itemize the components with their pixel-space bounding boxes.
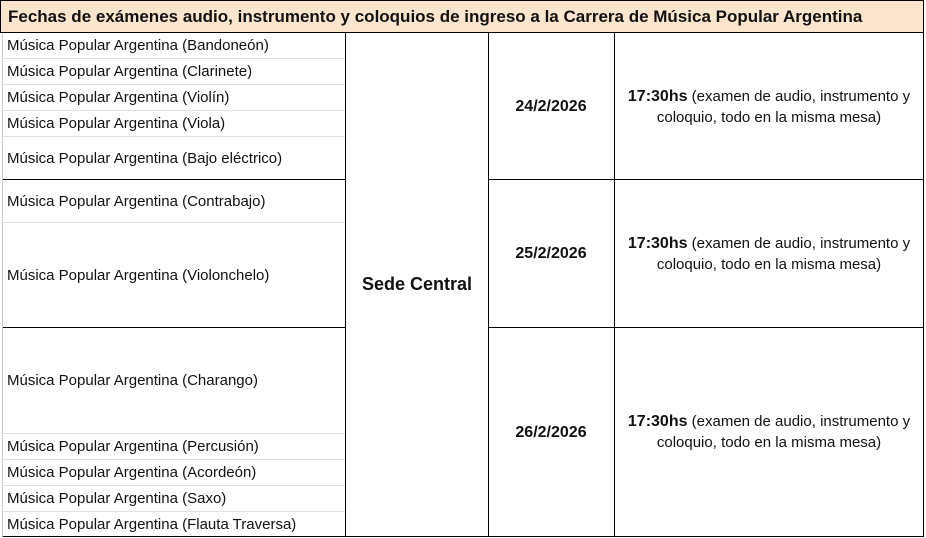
grid-line	[345, 33, 346, 537]
table-row-viola[interactable]: Música Popular Argentina (Viola)	[3, 111, 346, 137]
sede-cell[interactable]: Sede Central	[361, 274, 473, 294]
table-row-bandoneon[interactable]: Música Popular Argentina (Bandoneón)	[3, 33, 346, 59]
table-row-bajo-electrico[interactable]: Música Popular Argentina (Bajo eléctrico)	[3, 137, 346, 180]
table-row-contrabajo[interactable]: Música Popular Argentina (Contrabajo)	[3, 180, 346, 223]
date-cell-group-2[interactable]: 25/2/2026	[515, 245, 587, 262]
table-row-violonchelo[interactable]: Música Popular Argentina (Violonchelo)	[3, 223, 346, 328]
time-value: 17:30hs	[627, 413, 688, 430]
table-row-clarinete[interactable]: Música Popular Argentina (Clarinete)	[3, 59, 346, 85]
grid-line	[488, 179, 924, 180]
grid-line	[923, 33, 924, 537]
time-cell-group-2[interactable]	[614, 233, 924, 275]
time-value: 17:30hs	[627, 88, 688, 105]
time-value: 17:30hs	[627, 235, 688, 252]
table-title[interactable]: Fechas de exámenes audio, instrumento y coloquios de ingreso a la Carrera de Música Popular Argentina	[0, 0, 924, 33]
grid-line	[2, 33, 3, 537]
date-cell-group-1[interactable]: 24/2/2026	[515, 97, 587, 115]
time-note: (examen de audio, instrumento y coloquio, todo en la misma mesa)	[656, 413, 911, 451]
table-row-acordeon[interactable]: Música Popular Argentina (Acordeón)	[3, 460, 346, 486]
grid-line	[488, 33, 489, 537]
table-row-violin[interactable]: Música Popular Argentina (Violín)	[3, 85, 346, 111]
grid-line	[345, 536, 924, 537]
time-note: (examen de audio, instrumento y coloquio, todo en la misma mesa)	[656, 88, 911, 126]
time-cell-group-3[interactable]	[614, 411, 924, 453]
grid-line	[488, 327, 924, 328]
time-note: (examen de audio, instrumento y coloquio, todo en la misma mesa)	[656, 235, 911, 273]
table-row-saxo[interactable]: Música Popular Argentina (Saxo)	[3, 486, 346, 512]
time-cell-group-1[interactable]	[614, 86, 924, 128]
table-row-percusion[interactable]: Música Popular Argentina (Percusión)	[3, 434, 346, 460]
date-cell-group-3[interactable]: 26/2/2026	[515, 423, 587, 441]
table-row-flauta-traversa[interactable]: Música Popular Argentina (Flauta Traversa)	[3, 512, 346, 537]
grid-line	[614, 33, 615, 537]
table-row-charango[interactable]: Música Popular Argentina (Charango)	[3, 328, 346, 434]
